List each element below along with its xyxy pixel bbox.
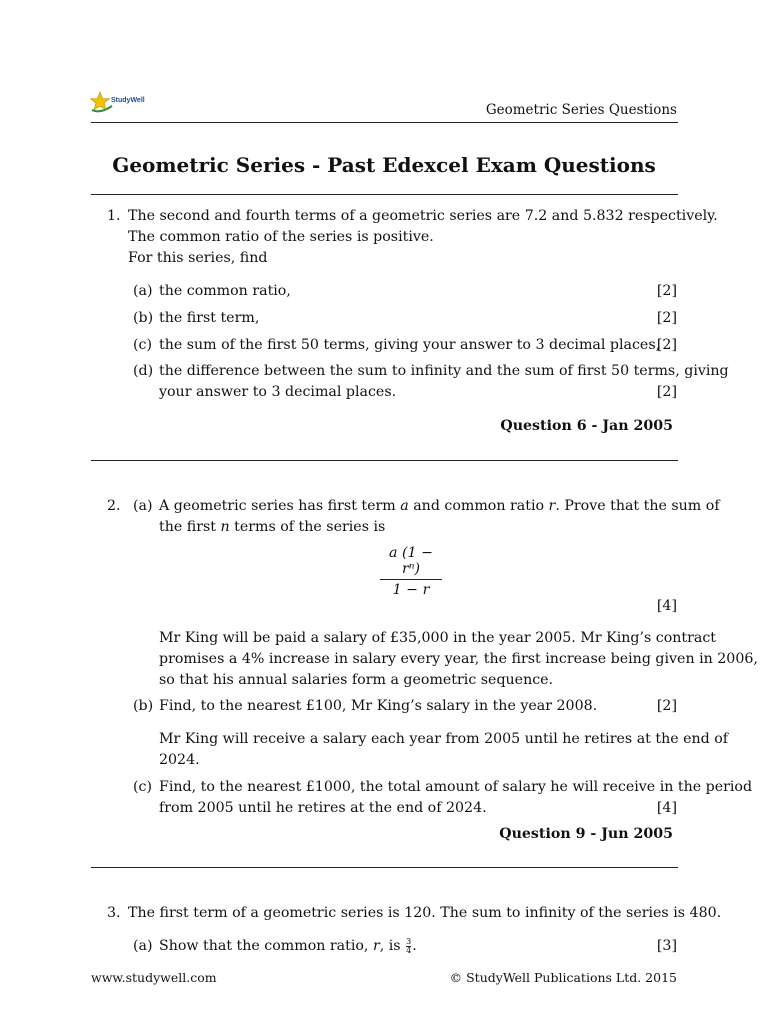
q3-line1: The first term of a geometric series is 120. The sum to infinity of the series is 480. xyxy=(128,905,722,921)
q2-a-text-5: terms of the series is xyxy=(229,519,386,535)
q2-part-c-line1: Find, to the nearest £1000, the total amount of salary he will receive in the period xyxy=(159,779,753,795)
q2-part-b-label: (b) xyxy=(133,698,154,714)
q1-part-d-text-line2: your answer to 3 decimal places. xyxy=(159,384,397,400)
q2-rule xyxy=(91,867,678,868)
page-title: Geometric Series - Past Edexcel Exam Questions xyxy=(112,153,656,177)
q1-number: 1. xyxy=(107,208,121,224)
q3-number: 3. xyxy=(107,905,121,921)
q3-part-a-marks: [3] xyxy=(656,938,677,954)
q1-part-d-marks: [2] xyxy=(656,384,677,400)
q3-fraction-denominator: 4 xyxy=(406,945,412,955)
q2-part-c-label: (c) xyxy=(133,779,153,795)
q1-part-d-text-line1: the difference between the sum to infinity and the sum of first 50 terms, giving xyxy=(159,363,729,379)
header-rule xyxy=(91,122,678,123)
q3-a-text-2: , is xyxy=(379,938,406,954)
q2-part-a-line1 xyxy=(159,496,720,517)
q1-part-a-label: (a) xyxy=(133,283,153,299)
q2-a-text-1: A geometric series has first term xyxy=(159,498,401,514)
logo-text: StudyWell xyxy=(111,97,145,104)
q2-context-line1: Mr King will be paid a salary of £35,000 in the year 2005. Mr King’s contract xyxy=(159,630,717,646)
q2-context-line4: Mr King will receive a salary each year from 2005 until he retires at the end of xyxy=(159,731,729,747)
q2-a-text-3: . Prove that the sum of xyxy=(555,498,720,514)
footer-copyright: © StudyWell Publications Ltd. 2015 xyxy=(449,970,677,985)
q1-part-a-text: the common ratio, xyxy=(159,283,291,299)
sum-formula xyxy=(380,545,442,598)
q2-context-line3: so that his annual salaries form a geometric sequence. xyxy=(159,672,554,688)
sum-formula-denominator: 1 − r xyxy=(392,582,430,598)
q1-line1: The second and fourth terms of a geometric series are 7.2 and 5.832 respectively. xyxy=(128,208,718,224)
q1-part-a-marks: [2] xyxy=(656,283,677,299)
q3-a-text-3: . xyxy=(412,938,417,954)
q1-rule xyxy=(91,460,678,461)
q1-line2: The common ratio of the series is positive. xyxy=(128,229,434,245)
q2-context-line5: 2024. xyxy=(159,752,200,768)
q1-part-c-marks: [2] xyxy=(656,337,677,353)
q2-a-text-4: the first xyxy=(159,519,221,535)
q2-part-c-marks: [4] xyxy=(656,800,677,816)
q3-a-text-1: Show that the common ratio, xyxy=(159,938,373,954)
title-rule xyxy=(91,194,678,195)
studywell-logo xyxy=(90,90,144,116)
q1-part-c-label: (c) xyxy=(133,337,153,353)
q2-var-r: r xyxy=(548,498,556,514)
q2-a-text-2: and common ratio xyxy=(408,498,549,514)
footer-website[interactable]: www.studywell.com xyxy=(91,970,217,985)
q1-part-b-marks: [2] xyxy=(656,310,677,326)
q2-part-c-line2: from 2005 until he retires at the end of 2024. xyxy=(159,800,487,816)
q2-part-b-text: Find, to the nearest £100, Mr King’s salary in the year 2008. xyxy=(159,698,598,714)
q2-part-a-marks: [4] xyxy=(656,598,677,614)
q3-fraction-numerator: 3 xyxy=(406,936,412,946)
q2-number: 2. xyxy=(107,498,121,514)
sum-formula-numerator: a (1 − rⁿ) xyxy=(389,545,433,577)
q2-var-n: n xyxy=(220,519,230,535)
q2-part-a-label: (a) xyxy=(133,498,153,514)
q2-part-a-line2 xyxy=(159,517,385,538)
q3-var-r: r xyxy=(372,938,380,954)
q1-source: Question 6 - Jan 2005 xyxy=(500,418,673,434)
q1-line3: For this series, find xyxy=(128,250,268,266)
q1-part-b-text: the first term, xyxy=(159,310,260,326)
running-title: Geometric Series Questions xyxy=(485,102,677,118)
q2-var-a: a xyxy=(400,498,409,514)
q1-part-b-label: (b) xyxy=(133,310,154,326)
fraction-bar xyxy=(380,579,442,580)
q2-context-line2: promises a 4% increase in salary every year, the first increase being given in 2006, xyxy=(159,651,758,667)
q3-part-a-label: (a) xyxy=(133,938,153,954)
q2-source: Question 9 - Jun 2005 xyxy=(499,826,673,842)
q3-fraction xyxy=(406,938,411,955)
q1-part-c-text: the sum of the first 50 terms, giving your answer to 3 decimal places, xyxy=(159,337,661,353)
q1-part-d-label: (d) xyxy=(133,363,154,379)
q3-part-a-text xyxy=(159,936,417,957)
q2-part-b-marks: [2] xyxy=(656,698,677,714)
